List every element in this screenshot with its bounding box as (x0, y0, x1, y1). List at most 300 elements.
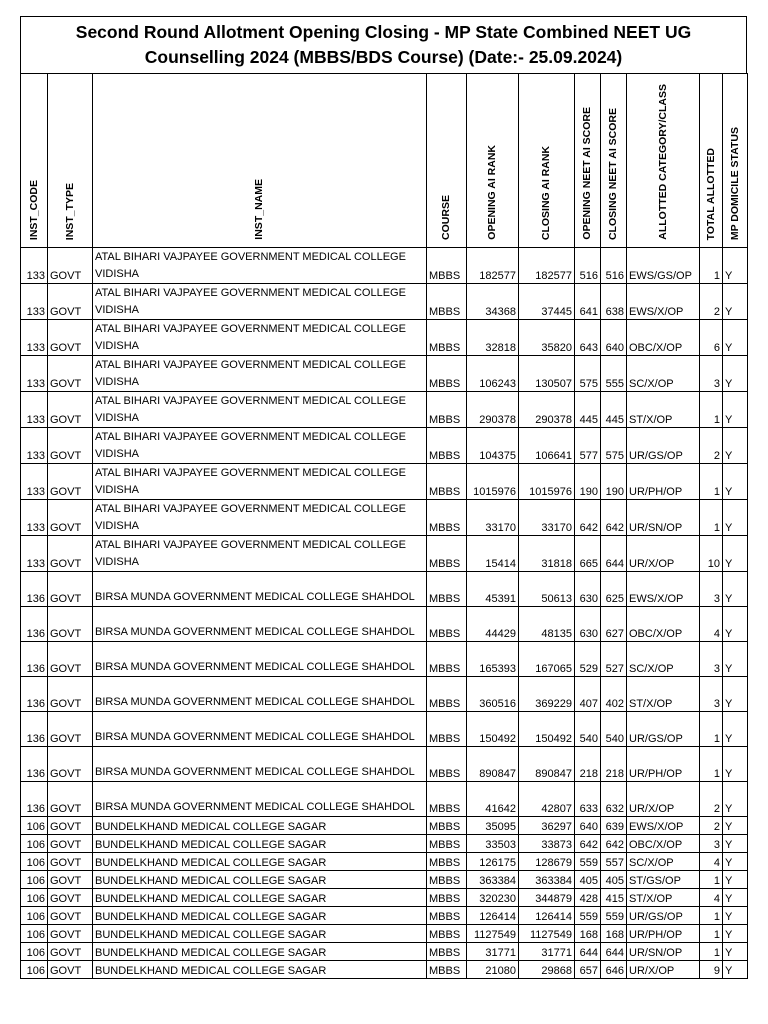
table-cell: 182577 (519, 248, 575, 284)
table-cell: 106 (21, 853, 48, 871)
table-cell: BIRSA MUNDA GOVERNMENT MEDICAL COLLEGE SHAHDOL (93, 747, 427, 782)
table-cell: MBBS (427, 500, 467, 536)
table-row (21, 871, 748, 889)
table-cell: 128679 (519, 853, 575, 871)
table-cell: 632 (601, 782, 627, 817)
table-cell: 627 (601, 607, 627, 642)
table-cell: MBBS (427, 284, 467, 320)
column-header-label: OPENING AI RANK (486, 145, 498, 240)
table-cell: 577 (575, 428, 601, 464)
table-cell: MBBS (427, 464, 467, 500)
column-header (601, 74, 627, 248)
table-row (21, 835, 748, 853)
table-cell: GOVT (48, 392, 93, 428)
table-cell: 31771 (467, 943, 519, 961)
table-row (21, 907, 748, 925)
table-cell: Y (723, 961, 748, 979)
table-cell: MBBS (427, 677, 467, 712)
table-cell: BUNDELKHAND MEDICAL COLLEGE SAGAR (93, 835, 427, 853)
table-cell: Y (723, 853, 748, 871)
table-cell: GOVT (48, 642, 93, 677)
column-header-label: INST_TYPE (63, 182, 76, 240)
table-cell: Y (723, 925, 748, 943)
table-cell: 136 (21, 747, 48, 782)
table-cell: 50613 (519, 572, 575, 607)
table-cell: 3 (700, 356, 723, 392)
table-cell: 1015976 (519, 464, 575, 500)
table-cell: MBBS (427, 712, 467, 747)
table-cell: MBBS (427, 607, 467, 642)
table-row (21, 817, 748, 835)
table-cell: 31771 (519, 943, 575, 961)
table-cell: 1 (700, 464, 723, 500)
table-cell: Y (723, 835, 748, 853)
table-cell: Y (723, 907, 748, 925)
table-cell: 133 (21, 284, 48, 320)
table-row (21, 536, 748, 572)
table-cell: 405 (601, 871, 627, 889)
allotment-sheet (20, 16, 747, 979)
table-row (21, 712, 748, 747)
table-cell: MBBS (427, 392, 467, 428)
table-header (21, 74, 748, 248)
table-row (21, 853, 748, 871)
table-cell: SC/X/OP (627, 853, 700, 871)
table-cell: 48135 (519, 607, 575, 642)
table-cell: 557 (601, 853, 627, 871)
table-cell: GOVT (48, 536, 93, 572)
table-row (21, 356, 748, 392)
table-cell: 3 (700, 642, 723, 677)
table-cell: 445 (575, 392, 601, 428)
table-cell: 9 (700, 961, 723, 979)
table-cell: 445 (601, 392, 627, 428)
table-cell: GOVT (48, 428, 93, 464)
table-cell: ATAL BIHARI VAJPAYEE GOVERNMENT MEDICAL COLLEGE VIDISHA (93, 248, 427, 284)
table-cell: 559 (575, 853, 601, 871)
table-cell: 644 (601, 536, 627, 572)
table-cell: 35820 (519, 320, 575, 356)
table-cell: Y (723, 607, 748, 642)
table-cell: Y (723, 943, 748, 961)
table-cell: GOVT (48, 500, 93, 536)
table-cell: MBBS (427, 943, 467, 961)
table-cell: 136 (21, 712, 48, 747)
table-cell: UR/SN/OP (627, 943, 700, 961)
table-cell: MBBS (427, 572, 467, 607)
table-cell: ATAL BIHARI VAJPAYEE GOVERNMENT MEDICAL COLLEGE VIDISHA (93, 428, 427, 464)
table-cell: BUNDELKHAND MEDICAL COLLEGE SAGAR (93, 907, 427, 925)
table-cell: 360516 (467, 677, 519, 712)
table-cell: ATAL BIHARI VAJPAYEE GOVERNMENT MEDICAL COLLEGE VIDISHA (93, 356, 427, 392)
table-cell: 516 (601, 248, 627, 284)
table-cell: 2 (700, 782, 723, 817)
table-cell: GOVT (48, 782, 93, 817)
table-cell: Y (723, 677, 748, 712)
table-cell: GOVT (48, 889, 93, 907)
table-cell: ATAL BIHARI VAJPAYEE GOVERNMENT MEDICAL COLLEGE VIDISHA (93, 320, 427, 356)
table-cell: UR/X/OP (627, 782, 700, 817)
table-cell: 218 (601, 747, 627, 782)
table-cell: 540 (601, 712, 627, 747)
table-cell: MBBS (427, 320, 467, 356)
table-cell: ATAL BIHARI VAJPAYEE GOVERNMENT MEDICAL COLLEGE VIDISHA (93, 536, 427, 572)
column-header-label: TOTAL ALLOTTED (704, 147, 717, 240)
table-cell: 150492 (467, 712, 519, 747)
page-title: Second Round Allotment Opening Closing - MP State Combined NEET UG Counselling 2024 (MBBS/BDS Course) (Date:- 25.09.2024) (20, 16, 747, 73)
table-cell: 136 (21, 572, 48, 607)
table-cell: 363384 (519, 871, 575, 889)
table-cell: MBBS (427, 817, 467, 835)
table-cell: 33873 (519, 835, 575, 853)
table-cell: GOVT (48, 747, 93, 782)
table-cell: 6 (700, 320, 723, 356)
table-cell: MBBS (427, 871, 467, 889)
table-cell: 136 (21, 642, 48, 677)
table-row (21, 889, 748, 907)
table-cell: 657 (575, 961, 601, 979)
table-cell: Y (723, 712, 748, 747)
table-cell: 516 (575, 248, 601, 284)
table-cell: UR/SN/OP (627, 500, 700, 536)
table-cell: OBC/X/OP (627, 835, 700, 853)
table-cell: 290378 (519, 392, 575, 428)
allotment-table (20, 73, 748, 979)
table-cell: UR/GS/OP (627, 712, 700, 747)
table-cell: 1 (700, 747, 723, 782)
table-cell: GOVT (48, 961, 93, 979)
table-cell: Y (723, 642, 748, 677)
table-cell: 642 (575, 500, 601, 536)
table-cell: 106 (21, 871, 48, 889)
table-cell: 428 (575, 889, 601, 907)
table-cell: MBBS (427, 925, 467, 943)
table-cell: 2 (700, 817, 723, 835)
table-cell: Y (723, 889, 748, 907)
table-cell: Y (723, 871, 748, 889)
table-cell: 168 (575, 925, 601, 943)
table-cell: 3 (700, 835, 723, 853)
table-cell: 363384 (467, 871, 519, 889)
table-cell: BIRSA MUNDA GOVERNMENT MEDICAL COLLEGE SHAHDOL (93, 642, 427, 677)
table-row (21, 747, 748, 782)
table-cell: GOVT (48, 853, 93, 871)
table-cell: 32818 (467, 320, 519, 356)
table-cell: GOVT (48, 907, 93, 925)
table-cell: 644 (601, 943, 627, 961)
table-cell: 405 (575, 871, 601, 889)
table-row (21, 428, 748, 464)
column-header-label: CLOSING NEET AI SCORE (607, 107, 619, 240)
table-cell: 42807 (519, 782, 575, 817)
table-cell: 29868 (519, 961, 575, 979)
column-header (427, 74, 467, 248)
table-cell: 37445 (519, 284, 575, 320)
table-cell: OBC/X/OP (627, 607, 700, 642)
table-cell: MBBS (427, 536, 467, 572)
table-cell: 2 (700, 284, 723, 320)
table-cell: 106 (21, 889, 48, 907)
table-cell: 190 (601, 464, 627, 500)
table-cell: 320230 (467, 889, 519, 907)
table-cell: 575 (575, 356, 601, 392)
table-row (21, 961, 748, 979)
table-cell: 1 (700, 943, 723, 961)
table-cell: UR/GS/OP (627, 907, 700, 925)
column-header (575, 74, 601, 248)
table-row (21, 320, 748, 356)
table-cell: 133 (21, 428, 48, 464)
table-cell: EWS/GS/OP (627, 248, 700, 284)
table-cell: 555 (601, 356, 627, 392)
table-cell: SC/X/OP (627, 356, 700, 392)
table-cell: 559 (575, 907, 601, 925)
table-cell: Y (723, 500, 748, 536)
table-cell: 559 (601, 907, 627, 925)
table-row (21, 500, 748, 536)
table-cell: 890847 (519, 747, 575, 782)
table-cell: 1 (700, 907, 723, 925)
table-cell: 133 (21, 356, 48, 392)
table-cell: Y (723, 392, 748, 428)
table-cell: 167065 (519, 642, 575, 677)
table-cell: 642 (601, 835, 627, 853)
table-cell: 529 (575, 642, 601, 677)
table-cell: 106 (21, 961, 48, 979)
table-cell: 633 (575, 782, 601, 817)
table-cell: GOVT (48, 284, 93, 320)
table-cell: 642 (601, 500, 627, 536)
table-cell: 415 (601, 889, 627, 907)
table-cell: ST/X/OP (627, 889, 700, 907)
table-cell: 33170 (519, 500, 575, 536)
table-cell: GOVT (48, 464, 93, 500)
table-row (21, 677, 748, 712)
table-cell: 133 (21, 248, 48, 284)
table-cell: Y (723, 464, 748, 500)
table-cell: 106243 (467, 356, 519, 392)
table-cell: 106 (21, 835, 48, 853)
table-row (21, 284, 748, 320)
table-cell: BUNDELKHAND MEDICAL COLLEGE SAGAR (93, 961, 427, 979)
table-cell: BIRSA MUNDA GOVERNMENT MEDICAL COLLEGE SHAHDOL (93, 677, 427, 712)
table-cell: Y (723, 747, 748, 782)
table-cell: UR/PH/OP (627, 464, 700, 500)
table-cell: OBC/X/OP (627, 320, 700, 356)
table-cell: 106 (21, 943, 48, 961)
table-cell: 1 (700, 500, 723, 536)
table-row (21, 248, 748, 284)
table-cell: 1 (700, 925, 723, 943)
table-cell: 402 (601, 677, 627, 712)
table-cell: 133 (21, 464, 48, 500)
table-cell: 133 (21, 500, 48, 536)
column-header (700, 74, 723, 248)
table-cell: 646 (601, 961, 627, 979)
table-row (21, 943, 748, 961)
column-header-label: OPENING NEET AI SCORE (581, 107, 593, 240)
table-cell: 1 (700, 871, 723, 889)
table-cell: 630 (575, 572, 601, 607)
table-cell: EWS/X/OP (627, 284, 700, 320)
table-cell: 1127549 (467, 925, 519, 943)
table-cell: 182577 (467, 248, 519, 284)
table-cell: Y (723, 320, 748, 356)
table-cell: BIRSA MUNDA GOVERNMENT MEDICAL COLLEGE SHAHDOL (93, 712, 427, 747)
table-cell: Y (723, 356, 748, 392)
column-header-label: MP DOMICILE STATUS (728, 126, 741, 240)
table-cell: 642 (575, 835, 601, 853)
table-cell: Y (723, 536, 748, 572)
table-cell: ST/X/OP (627, 392, 700, 428)
table-cell: 3 (700, 572, 723, 607)
table-cell: GOVT (48, 712, 93, 747)
table-cell: 190 (575, 464, 601, 500)
column-header-label: ALLOTTED CATEGORY/CLASS (656, 84, 669, 240)
table-cell: 1015976 (467, 464, 519, 500)
table-cell: Y (723, 572, 748, 607)
table-cell: BUNDELKHAND MEDICAL COLLEGE SAGAR (93, 943, 427, 961)
table-row (21, 572, 748, 607)
column-header (21, 74, 48, 248)
table-cell: BUNDELKHAND MEDICAL COLLEGE SAGAR (93, 871, 427, 889)
table-cell: 106641 (519, 428, 575, 464)
table-cell: UR/GS/OP (627, 428, 700, 464)
table-cell: 21080 (467, 961, 519, 979)
table-cell: 540 (575, 712, 601, 747)
table-cell: 10 (700, 536, 723, 572)
table-cell: 33170 (467, 500, 519, 536)
table-cell: 640 (575, 817, 601, 835)
table-cell: 665 (575, 536, 601, 572)
table-cell: 133 (21, 536, 48, 572)
table-cell: GOVT (48, 871, 93, 889)
table-cell: MBBS (427, 356, 467, 392)
column-header (48, 74, 93, 248)
table-cell: BUNDELKHAND MEDICAL COLLEGE SAGAR (93, 853, 427, 871)
table-cell: 133 (21, 392, 48, 428)
table-cell: GOVT (48, 320, 93, 356)
table-cell: 643 (575, 320, 601, 356)
header-row (21, 74, 748, 248)
table-cell: ST/GS/OP (627, 871, 700, 889)
table-cell: 31818 (519, 536, 575, 572)
table-cell: 2 (700, 428, 723, 464)
table-cell: 15414 (467, 536, 519, 572)
table-cell: 290378 (467, 392, 519, 428)
table-cell: 1 (700, 248, 723, 284)
table-cell: 1 (700, 712, 723, 747)
table-cell: 639 (601, 817, 627, 835)
table-cell: GOVT (48, 943, 93, 961)
table-cell: GOVT (48, 572, 93, 607)
table-cell: UR/X/OP (627, 536, 700, 572)
table-cell: 630 (575, 607, 601, 642)
table-cell: Y (723, 782, 748, 817)
table-cell: 106 (21, 817, 48, 835)
table-cell: 640 (601, 320, 627, 356)
table-cell: BUNDELKHAND MEDICAL COLLEGE SAGAR (93, 817, 427, 835)
table-cell: 165393 (467, 642, 519, 677)
table-cell: SC/X/OP (627, 642, 700, 677)
table-cell: 33503 (467, 835, 519, 853)
table-cell: GOVT (48, 677, 93, 712)
table-cell: 104375 (467, 428, 519, 464)
column-header (467, 74, 519, 248)
table-cell: 126414 (519, 907, 575, 925)
table-cell: 130507 (519, 356, 575, 392)
table-cell: 344879 (519, 889, 575, 907)
table-cell: 527 (601, 642, 627, 677)
table-cell: 150492 (519, 712, 575, 747)
table-cell: 1127549 (519, 925, 575, 943)
table-cell: 890847 (467, 747, 519, 782)
table-cell: Y (723, 817, 748, 835)
table-cell: 638 (601, 284, 627, 320)
table-cell: ATAL BIHARI VAJPAYEE GOVERNMENT MEDICAL COLLEGE VIDISHA (93, 464, 427, 500)
table-cell: MBBS (427, 889, 467, 907)
table-cell: 34368 (467, 284, 519, 320)
table-cell: MBBS (427, 835, 467, 853)
table-cell: 45391 (467, 572, 519, 607)
table-cell: UR/PH/OP (627, 925, 700, 943)
table-cell: ATAL BIHARI VAJPAYEE GOVERNMENT MEDICAL COLLEGE VIDISHA (93, 284, 427, 320)
table-cell: MBBS (427, 642, 467, 677)
table-row (21, 464, 748, 500)
column-header-label: COURSE (440, 195, 452, 240)
table-cell: 136 (21, 677, 48, 712)
table-cell: 644 (575, 943, 601, 961)
table-cell: 3 (700, 677, 723, 712)
table-cell: 41642 (467, 782, 519, 817)
table-cell: GOVT (48, 356, 93, 392)
table-cell: MBBS (427, 782, 467, 817)
table-cell: MBBS (427, 907, 467, 925)
table-cell: 218 (575, 747, 601, 782)
table-cell: 133 (21, 320, 48, 356)
table-cell: 407 (575, 677, 601, 712)
table-cell: 4 (700, 607, 723, 642)
table-row (21, 607, 748, 642)
table-cell: MBBS (427, 961, 467, 979)
column-header (519, 74, 575, 248)
table-cell: GOVT (48, 817, 93, 835)
column-header (723, 74, 748, 248)
table-cell: MBBS (427, 248, 467, 284)
table-cell: BIRSA MUNDA GOVERNMENT MEDICAL COLLEGE SHAHDOL (93, 607, 427, 642)
column-header (93, 74, 427, 248)
table-cell: 126175 (467, 853, 519, 871)
table-cell: 1 (700, 392, 723, 428)
table-cell: BIRSA MUNDA GOVERNMENT MEDICAL COLLEGE SHAHDOL (93, 782, 427, 817)
table-cell: GOVT (48, 835, 93, 853)
table-cell: EWS/X/OP (627, 817, 700, 835)
column-header (627, 74, 700, 248)
table-cell: 641 (575, 284, 601, 320)
table-cell: 4 (700, 853, 723, 871)
table-cell: EWS/X/OP (627, 572, 700, 607)
table-row (21, 782, 748, 817)
table-row (21, 925, 748, 943)
table-cell: MBBS (427, 428, 467, 464)
table-cell: GOVT (48, 607, 93, 642)
table-cell: Y (723, 248, 748, 284)
table-row (21, 642, 748, 677)
table-cell: 136 (21, 607, 48, 642)
table-cell: GOVT (48, 925, 93, 943)
table-cell: 369229 (519, 677, 575, 712)
table-cell: 4 (700, 889, 723, 907)
